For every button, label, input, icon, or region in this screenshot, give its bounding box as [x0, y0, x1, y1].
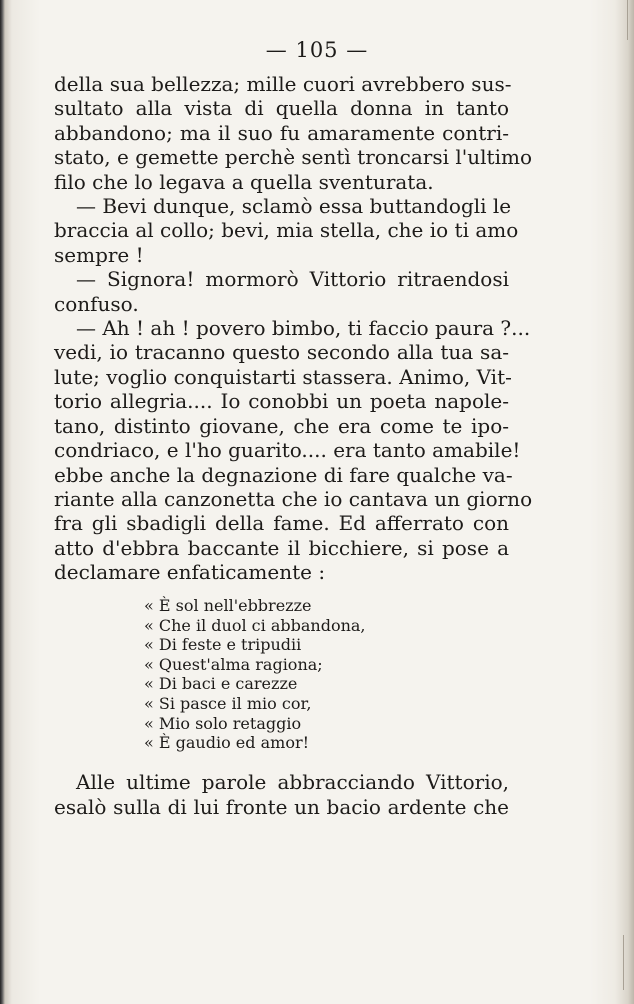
page-edge-mark [627, 0, 628, 40]
body-text [54, 72, 533, 585]
text-line: sultato alla vista di quella donna in tanto [54, 96, 509, 121]
text-line: confuso. [54, 291, 139, 316]
text-line: vedi, io tracanno questo secondo alla tua sa- [54, 340, 509, 365]
text-line: tano, distinto giovane, che era come te ipo- [54, 413, 509, 438]
text-line: ebbe anche la degnazione di fare qualche va- [54, 462, 513, 487]
text-line: — Signora! mormorò Vittorio ritraendosi [76, 267, 509, 292]
text-line: stato, e gemette perchè sentì troncarsi l'ultimo [54, 145, 532, 170]
poem-line: « Che il duol ci abbandona, [144, 615, 366, 635]
poem-stanza [144, 596, 366, 753]
text-line: sempre ! [54, 242, 144, 267]
text-line: esalò sulla di lui fronte un bacio ardente che [54, 794, 509, 819]
text-line: declamare enfaticamente : [54, 560, 326, 585]
text-line: Alle ultime parole abbracciando Vittorio, [76, 770, 509, 794]
poem-line: « È sol nell'ebbrezze [144, 596, 312, 615]
text-line: torio allegria.... Io conobbi un poeta napole- [54, 389, 509, 414]
text-line: — Ah ! ah ! povero bimbo, ti faccio paura ?... [76, 316, 531, 341]
poem-line: « Mio solo retaggio [144, 713, 302, 733]
poem-line: « Di baci e carezze [144, 674, 298, 694]
text-line: lute; voglio conquistarti stassera. Animo, Vit- [54, 364, 512, 389]
body-text-continued [54, 770, 509, 820]
poem-line: « Si pasce il mio cor, [144, 693, 312, 713]
text-line: della sua bellezza; mille cuori avrebbero sus- [54, 72, 512, 96]
page-edge-mark [623, 935, 624, 990]
text-line: — Bevi dunque, sclamò essa buttandogli le [76, 194, 512, 219]
text-line: braccia al collo; bevi, mia stella, che io ti amo [54, 218, 519, 243]
text-line: abbandono; ma il suo fu amaramente contri- [54, 120, 509, 145]
page-number: — 105 — [265, 38, 369, 62]
poem-line: « Di feste e tripudii [144, 635, 302, 655]
poem-line: « Quest'alma ragiona; [144, 654, 323, 674]
text-line: condriaco, e l'ho guarito.... era tanto amabile! [54, 438, 521, 463]
poem-line: « È gaudio ed amor! [144, 733, 310, 753]
text-line: atto d'ebbra baccante il bicchiere, si pose a [54, 535, 509, 560]
text-line: fra gli sbadigli della fame. Ed afferrato con [54, 511, 509, 536]
text-line: filo che lo legava a quella sventurata. [54, 169, 434, 194]
text-line: riante alla canzonetta che io cantava un giorno [54, 486, 533, 511]
